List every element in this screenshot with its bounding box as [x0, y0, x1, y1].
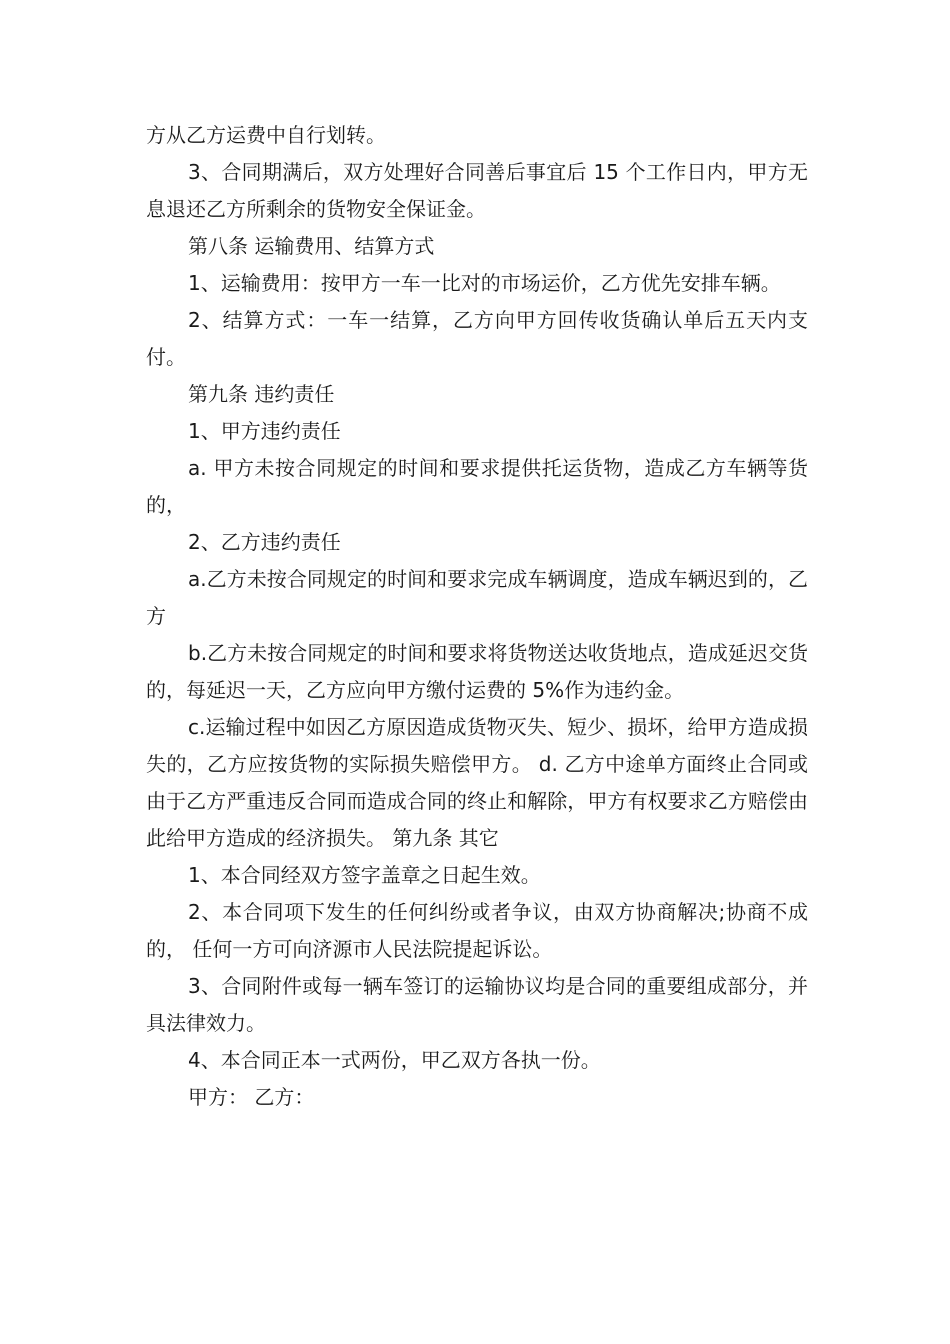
paragraph-continuation: 方从乙方运费中自行划转。 [146, 123, 386, 147]
paragraph-clause-9-2-c: c.运输过程中如因乙方原因造成货物灭失、短少、损坏，给甲方造成损失的，乙方应按货物的实际损失赔偿甲方。 d. 乙方中途单方面终止合同或由于乙方严重违反合同而造成合同的终止和解除，甲方有权要求乙方赔偿由此给甲方造成的经济损失。 第九条 其它 [146, 715, 808, 850]
paragraph-clause-8-1: 1、运输费用：按甲方一车一比对的市场运价，乙方优先安排车辆。 [188, 271, 781, 295]
paragraph-clause-9-1-a: a. 甲方未按合同规定的时间和要求提供托运货物，造成乙方车辆等货的， [146, 456, 808, 517]
paragraph-clause-8-2: 2、结算方式：一车一结算，乙方向甲方回传收货确认单后五天内支付。 [146, 308, 808, 369]
paragraph-clause-9-2: 2、乙方违约责任 [188, 530, 341, 554]
paragraph-clause-9-1: 1、甲方违约责任 [188, 419, 341, 443]
paragraph-other-3: 3、合同附件或每一辆车签订的运输协议均是合同的重要组成部分，并具法律效力。 [146, 974, 808, 1035]
paragraph-other-2: 2、本合同项下发生的任何纠纷或者争议，由双方协商解决;协商不成的， 任何一方可向济源市人民法院提起诉讼。 [146, 900, 808, 961]
paragraph-other-4: 4、本合同正本一式两份，甲乙双方各执一份。 [188, 1048, 601, 1072]
paragraph-clause-9-2-b: b.乙方未按合同规定的时间和要求将货物送达收货地点，造成延迟交货的，每延迟一天，乙方应向甲方缴付运费的 5%作为违约金。 [146, 641, 808, 702]
document-body [146, 117, 808, 1116]
paragraph-clause-9-2-a: a.乙方未按合同规定的时间和要求完成车辆调度，造成车辆迟到的，乙方 [146, 567, 808, 628]
paragraph-clause-7-3: 3、合同期满后，双方处理好合同善后事宜后 15 个工作日内，甲方无息退还乙方所剩余的货物安全保证金。 [146, 160, 808, 221]
paragraph-other-1: 1、本合同经双方签字盖章之日起生效。 [188, 863, 541, 887]
signature-line: 甲方： 乙方： [188, 1085, 315, 1109]
heading-article-8: 第八条 运输费用、结算方式 [188, 234, 435, 258]
heading-article-9: 第九条 违约责任 [188, 382, 335, 406]
